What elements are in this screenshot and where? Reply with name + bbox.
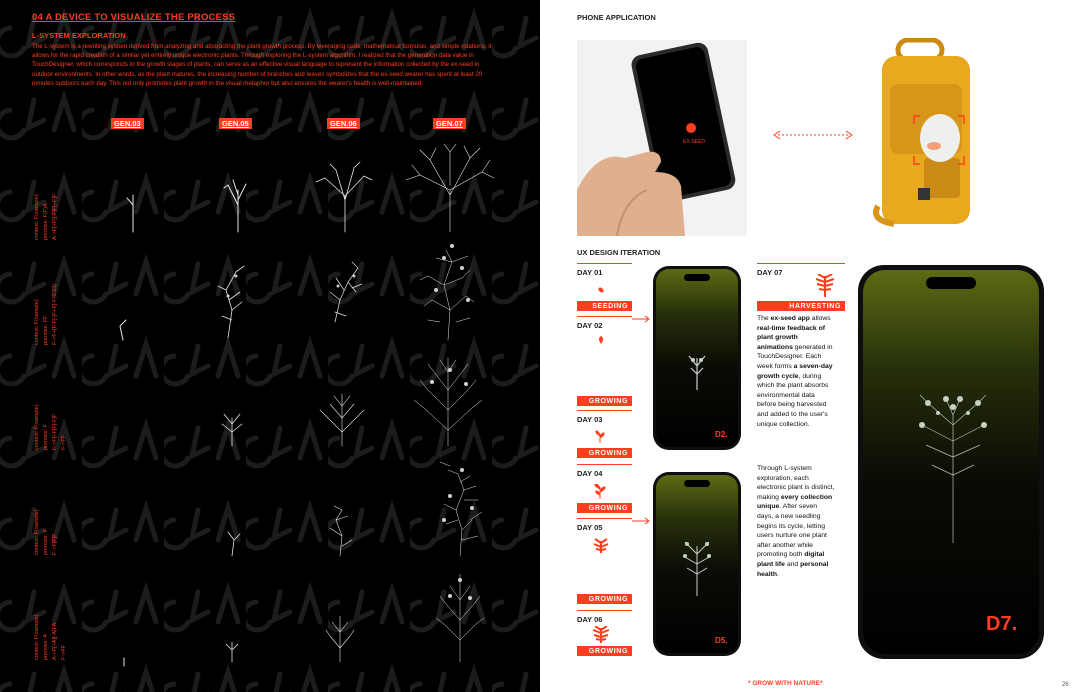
plant-r4-gen06 (330, 506, 352, 556)
plant-r3-gen05 (222, 414, 242, 446)
page-number: 26 (1062, 682, 1069, 688)
row-label-1: context: F(sample) premise: F(F)A A->F[+F][-F]F[+F]F (34, 193, 58, 240)
plant-icon (593, 484, 607, 500)
phone-d2 (653, 266, 741, 450)
phone-label-d5: D5. (715, 636, 728, 645)
gen-header-07: GEN.07 (433, 118, 466, 129)
intro-paragraph: The L-system is a rewriting system derived from analyzing and abstracting the plant growth process. By leveraging code, mathematical formulas, and simple rotations, it allows for the rapid creation of a similar yet entirely unique electronic plants. Through exploring the L-system algorithm, I realized that the generation data value in TouchDesigner, which corresponds to the growth stages of plants, can serve as an effective visual language to represent the information collected by the ex-seed in outdoor environments. In other words, as the plant matures, the increasing number of branches and leaves symbolizes that the ex-seed wearer has spent at least 20 minutes outdoors each day. This not only promotes plant growth in the visual metaphor but also ensures the wearer's health is well-maintained. (32, 43, 492, 87)
plant-r2-gen07 (420, 250, 474, 340)
plant-r1-gen05 (224, 180, 246, 232)
plant-animation-d5 (677, 538, 717, 598)
gen-header-06: GEN.06 (327, 118, 360, 129)
day-01-label: DAY 01 (577, 268, 603, 277)
day-07-label: DAY 07 (757, 268, 783, 277)
plant-r4-gen05 (228, 532, 240, 556)
plant-r2-gen05 (218, 266, 244, 338)
plant-r3-gen07 (414, 358, 482, 446)
leaf-icon (593, 430, 607, 444)
plant-r5-gen05 (226, 642, 238, 662)
arrow-to-d5 (632, 517, 652, 525)
row-label-3: context: F(sample) premise: F F->F[+F]F[-F]F F->FF (34, 404, 67, 450)
description-2: Through L-system exploration, each electronic plant is distinct, making every collection unique. After seven days, a new seedling begins its cycle, letting users nurture one plant after another while promoting both digital plant life and personal health. (757, 465, 835, 578)
plant-r1-gen07 (406, 144, 494, 232)
stage-seeding: SEEDING (577, 301, 632, 311)
row-label-4: context: F(sample) premise: F F->F[F]F (34, 509, 58, 555)
plant-r2-gen06 (330, 262, 362, 322)
hand-phone-photo (577, 40, 747, 236)
stage-growing-1: GROWING (577, 396, 632, 406)
day-05-label: DAY 05 (577, 523, 603, 532)
plant-r3-gen06 (320, 394, 364, 446)
ux-title: UX DESIGN ITERATION (577, 248, 661, 257)
description-1: The ex-seed app allows real-time feedback of plant growth animations generated in TouchDesigner. Each week forms a seven-day growth cycle, during which the plant absorbs environmental data before being harvested and added to the user's unique collection. (757, 315, 833, 428)
stage-harvesting: HARVESTING (757, 301, 845, 311)
splash-label: EX-SEED (683, 139, 705, 145)
plant-r5-gen06 (326, 616, 354, 662)
section-heading: 04 A DEVICE TO VISUALIZE THE PROCESS (32, 12, 236, 23)
stage-growing-2: GROWING (577, 448, 632, 458)
plant-r1-gen03 (127, 195, 133, 232)
phone-d5 (653, 472, 741, 656)
gen-header-03: GEN.03 (111, 118, 144, 129)
right-page (540, 0, 1080, 692)
gen-header-05: GEN.05 (219, 118, 252, 129)
row-label-5: context: F(sample) premise: A A->F[+A][-A]FA F->FF (34, 614, 67, 660)
backpack-photo (868, 38, 988, 230)
harvest-plant-icon (815, 274, 835, 298)
tree-icon (592, 626, 610, 644)
plant-r1-gen06 (316, 162, 372, 232)
phone-app-title: PHONE APPLICATION (577, 13, 656, 22)
phone-label-d7: D7. (986, 613, 1018, 635)
arrow-to-d2 (632, 315, 652, 323)
plant-r5-gen07 (436, 574, 484, 662)
day-06-label: DAY 06 (577, 615, 603, 624)
footer-tagline: * GROW WITH NATURE* (748, 680, 823, 687)
plant-r2-gen03 (120, 320, 126, 340)
plant-r4-gen07 (440, 462, 482, 556)
stage-growing-5: GROWING (577, 646, 632, 656)
stage-growing-4: GROWING (577, 594, 632, 604)
bush-icon (593, 538, 609, 554)
row-label-2: context: F(sample) premise: FF F->F+[F-F]-[F+F]-F(0.33) (34, 284, 58, 345)
app-logo-icon (686, 123, 696, 133)
phone-label-d2: D2. (715, 430, 728, 439)
dashed-double-arrow (772, 128, 854, 142)
day-02-label: DAY 02 (577, 321, 603, 330)
subheading: L-SYSTEM EXPLORATION (32, 31, 126, 40)
seed-icon (595, 284, 607, 296)
plant-animation-d2 (683, 348, 711, 392)
day-04-label: DAY 04 (577, 469, 603, 478)
plant-animation-d7 (908, 385, 998, 545)
day-03-label: DAY 03 (577, 415, 603, 424)
sprout-icon (595, 334, 607, 346)
phone-d7 (858, 265, 1044, 659)
stage-growing-3: GROWING (577, 503, 632, 513)
